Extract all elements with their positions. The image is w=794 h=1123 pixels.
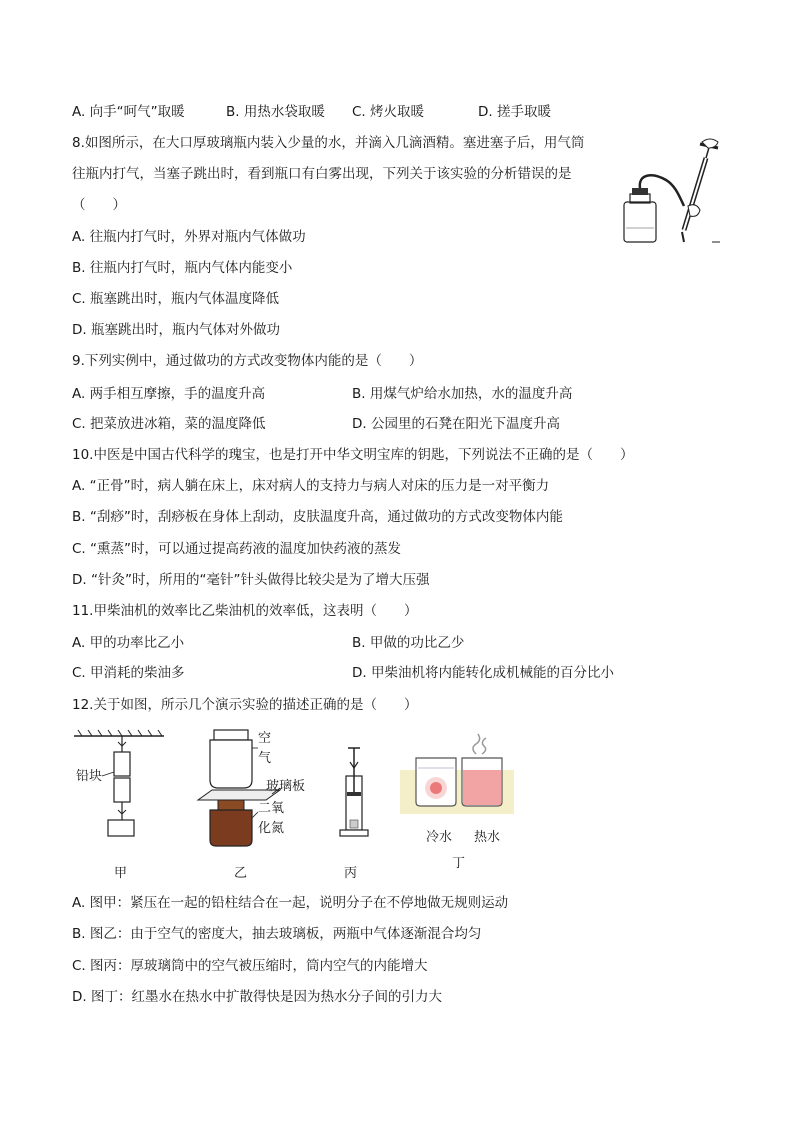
q12-figure-bing-compression-tube [334, 746, 374, 840]
q12-option-b: B. 图乙：由于空气的密度大，抽去玻璃板，两瓶中气体逐渐混合均匀 [72, 926, 482, 942]
q12-label-hot-water: 热水 [474, 830, 501, 845]
q10-stem: 10.中医是中国古代科学的瑰宝，也是打开中华文明宝库的钥匙，下列说法不正确的是（ ） [72, 447, 634, 463]
q9-option-a: A. 两手相互摩擦，手的温度升高 [72, 386, 266, 402]
q11-option-b: B. 甲做的功比乙少 [352, 635, 465, 651]
q7-option-a: A. 向手“呵气”取暖 [72, 104, 185, 120]
q11-option-d: D. 甲柴油机将内能转化成机械能的百分比小 [352, 665, 614, 681]
q12-label-lead-block: 铅块 [76, 769, 103, 784]
q12-caption-jia: 甲 [114, 866, 128, 881]
q8-option-c: C. 瓶塞跳出时，瓶内气体温度降低 [72, 291, 280, 307]
q8-stem-line3: （ ） [72, 197, 126, 213]
q12-caption-yi: 乙 [234, 866, 248, 881]
q12-figure-jia-lead-blocks [72, 728, 172, 840]
q10-option-d: D. “针灸”时，所用的“毫针”针头做得比较尖是为了增大压强 [72, 572, 430, 588]
q11-option-a: A. 甲的功率比乙小 [72, 635, 185, 651]
q12-option-a: A. 图甲：紧压在一起的铅柱结合在一起，说明分子在不停地做无规则运动 [72, 895, 509, 911]
q8-stem-line2: 往瓶内打气，当塞子跳出时，看到瓶口有白雾出现，下列关于该实验的分析错误的是 [72, 166, 572, 182]
q8-option-b: B. 往瓶内打气时，瓶内气体内能变小 [72, 260, 293, 276]
q9-option-c: C. 把菜放进冰箱，菜的温度降低 [72, 416, 266, 432]
q12-stem: 12.关于如图，所示几个演示实验的描述正确的是（ ） [72, 697, 418, 713]
q8-option-d: D. 瓶塞跳出时，瓶内气体对外做功 [72, 322, 280, 338]
q10-option-c: C. “熏蒸”时，可以通过提高药液的温度加快药液的蒸发 [72, 541, 401, 557]
q12-label-no2-1: 二氧 [258, 801, 285, 816]
q12-caption-ding: 丁 [452, 856, 466, 871]
q12-label-glass-plate: 玻璃板 [266, 779, 306, 794]
q8-pump-bottle-figure [618, 136, 724, 248]
q7-option-d: D. 搓手取暖 [478, 104, 551, 120]
q8-option-a: A. 往瓶内打气时，外界对瓶内气体做功 [72, 229, 306, 245]
q10-option-a: A. “正骨”时，病人躺在床上，床对病人的支持力与病人对床的压力是一对平衡力 [72, 478, 550, 494]
q12-figure-ding-ink-diffusion [398, 732, 516, 820]
q12-label-no2-2: 化氮 [258, 821, 285, 836]
q9-option-d: D. 公园里的石凳在阳光下温度升高 [352, 416, 560, 432]
q12-label-air-1: 空 [258, 731, 272, 746]
q12-label-cold-water: 冷水 [426, 830, 453, 845]
q12-label-air-2: 气 [258, 751, 272, 766]
q12-option-c: C. 图丙：厚玻璃筒中的空气被压缩时，筒内空气的内能增大 [72, 958, 428, 974]
q9-option-b: B. 用煤气炉给水加热，水的温度升高 [352, 386, 573, 402]
q10-option-b: B. “刮痧”时，刮痧板在身体上刮动，皮肤温度升高，通过做功的方式改变物体内能 [72, 509, 563, 525]
q7-option-c: C. 烤火取暖 [352, 104, 425, 120]
q7-option-b: B. 用热水袋取暖 [226, 104, 325, 120]
q12-caption-bing: 丙 [344, 866, 358, 881]
q12-option-d: D. 图丁：红墨水在热水中扩散得快是因为热水分子间的引力大 [72, 989, 442, 1005]
q9-stem: 9.下列实例中，通过做功的方式改变物体内能的是（ ） [72, 353, 423, 369]
q11-option-c: C. 甲消耗的柴油多 [72, 665, 185, 681]
q12-figure-yi-diffusion [196, 728, 326, 850]
q11-stem: 11.甲柴油机的效率比乙柴油机的效率低，这表明（ ） [72, 603, 418, 619]
q8-stem-line1: 8.如图所示，在大口厚玻璃瓶内装入少量的水，并滴入几滴酒精。塞进塞子后，用气筒 [72, 135, 585, 151]
